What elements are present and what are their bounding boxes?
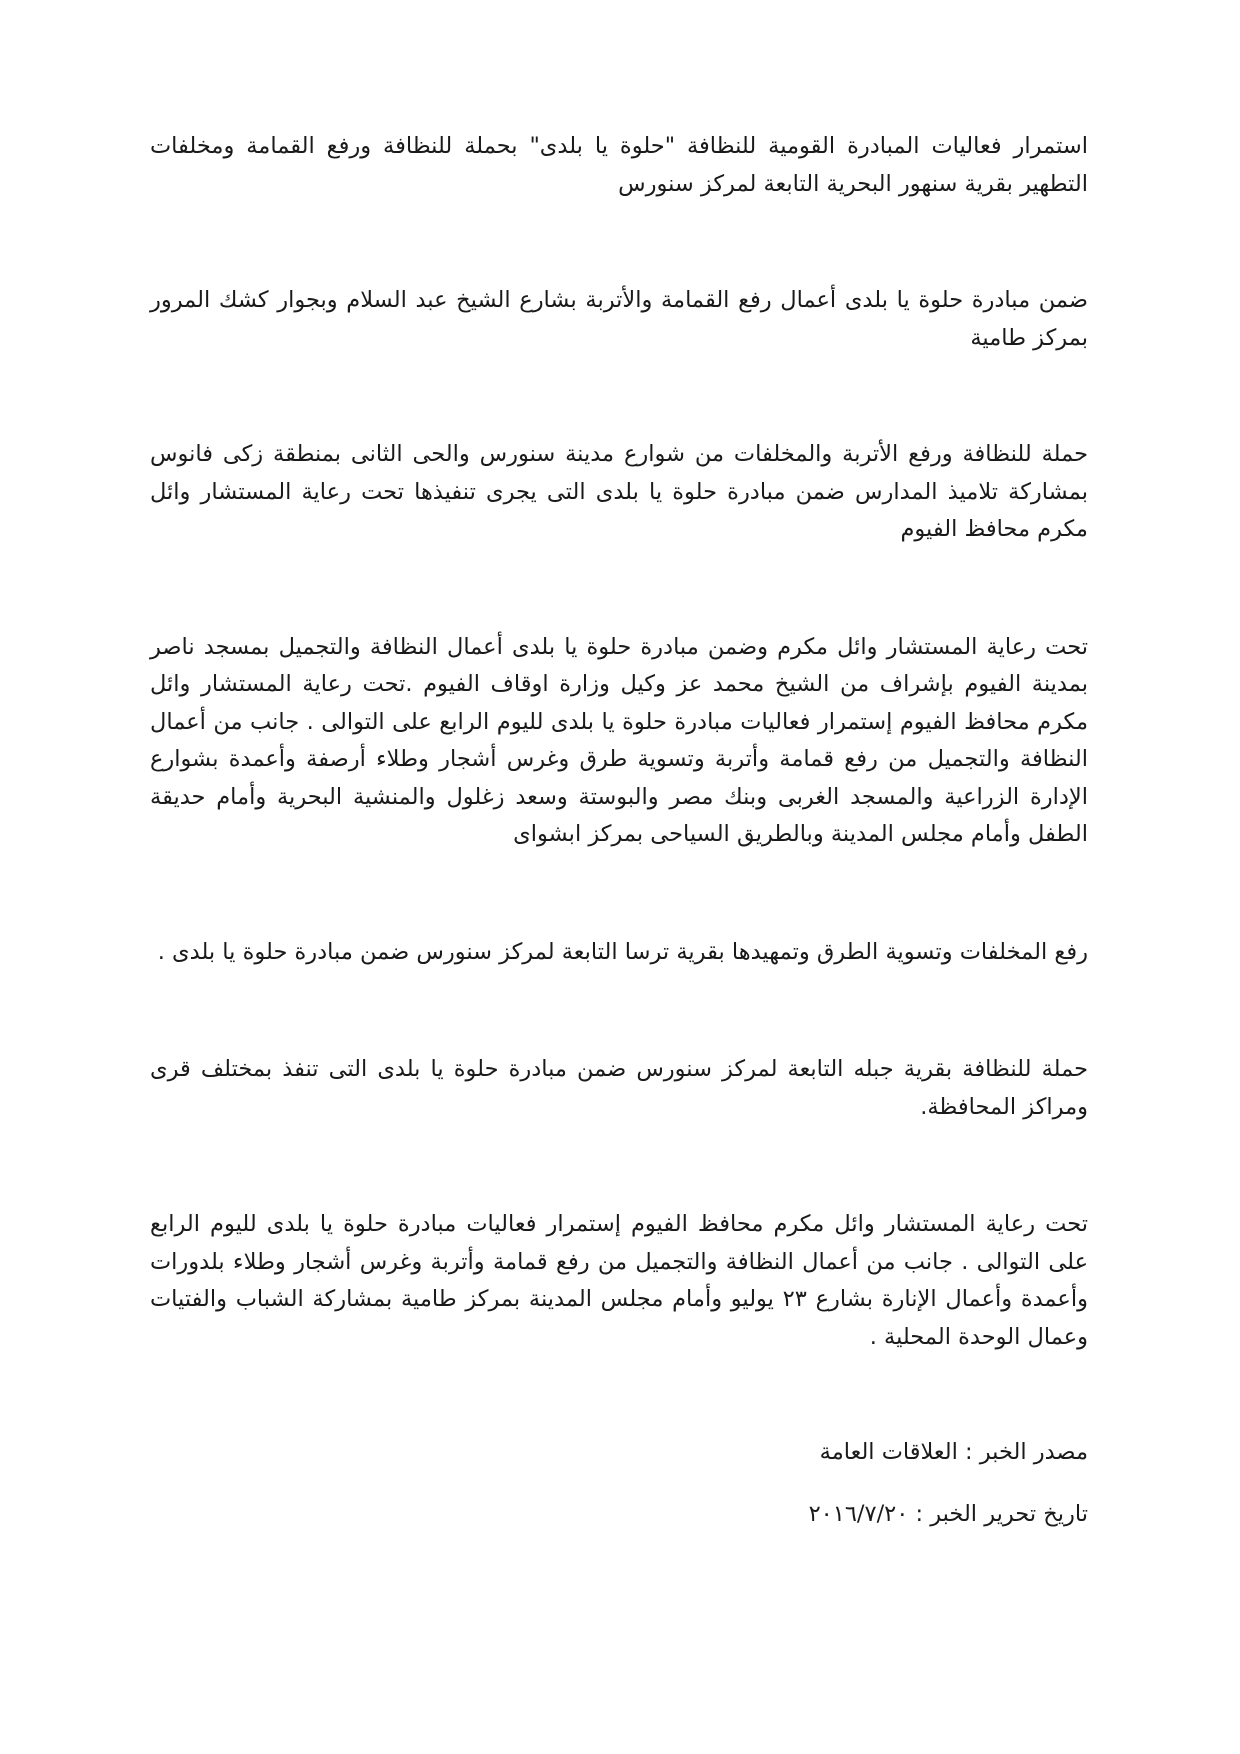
document-body <box>150 128 1088 1533</box>
news-paragraph-1: استمرار فعاليات المبادرة القومية للنظافة "حلوة يا بلدى" بحملة للنظافة ورفع القمامة ومخلفات التطهير بقرية سنهور البحرية التابعة لمركز سنورس <box>150 133 1088 197</box>
news-paragraph-7: تحت رعاية المستشار وائل مكرم محافظ الفيوم إستمرار فعاليات مبادرة حلوة يا بلدى لليوم الرابع على التوالى . جانب من أعمال النظافة والتجميل من رفع قمامة وأتربة وغرس أشجار وطلاء بلدورات وأعمدة وأعمال الإنارة بشارع ٢٣ يوليو وأمام مجلس المدينة بمركز طامية بمشاركة الشباب والفتيات وعمال الوحدة المحلية . <box>150 1211 1088 1350</box>
news-paragraph-6: حملة للنظافة بقرية جبله التابعة لمركز سنورس ضمن مبادرة حلوة يا بلدى التى تنفذ بمختلف قرى ومراكز المحافظة. <box>150 1056 1088 1120</box>
news-metadata <box>150 1434 1088 1533</box>
news-source: مصدر الخبر : العلاقات العامة <box>819 1439 1088 1465</box>
news-paragraph-5: رفع المخلفات وتسوية الطرق وتمهيدها بقرية ترسا التابعة لمركز سنورس ضمن مبادرة حلوة يا بلدى . <box>157 938 1088 965</box>
news-date: تاريخ تحرير الخبر : ٢٠١٦/٧/٢٠ <box>808 1500 1088 1527</box>
news-paragraph-4: تحت رعاية المستشار وائل مكرم وضمن مبادرة حلوة يا بلدى أعمال النظافة والتجميل بمسجد ناصر بمدينة الفيوم بإشراف من الشيخ محمد عز وكيل وزارة اوقاف الفيوم .تحت رعاية المستشار وائل مكرم محافظ الفيوم إستمرار فعاليات مبادرة حلوة يا بلدى لليوم الرابع على التوالى . جانب من أعمال النظافة والتجميل من رفع قمامة وأتربة وتسوية طرق وغرس أشجار وطلاء أرصفة وأعمدة بشوارع الإدارة الزراعية والمسجد الغربى وبنك مصر والبوستة وسعد زغلول والمنشية البحرية وأمام حديقة الطفل وأمام مجلس المدينة وبالطريق السياحى بمركز ابشواى <box>150 633 1088 847</box>
news-paragraph-2: ضمن مبادرة حلوة يا بلدى أعمال رفع القمامة والأتربة بشارع الشيخ عبد السلام وبجوار كشك المرور بمركز طامية <box>150 287 1088 351</box>
news-paragraph-3: حملة للنظافة ورفع الأتربة والمخلفات من شوارع مدينة سنورس والحى الثانى بمنطقة زكى فانوس بمشاركة تلاميذ المدارس ضمن مبادرة حلوة يا بلدى التى يجرى تنفيذها تحت رعاية المستشار وائل مكرم محافظ الفيوم <box>150 441 1088 542</box>
